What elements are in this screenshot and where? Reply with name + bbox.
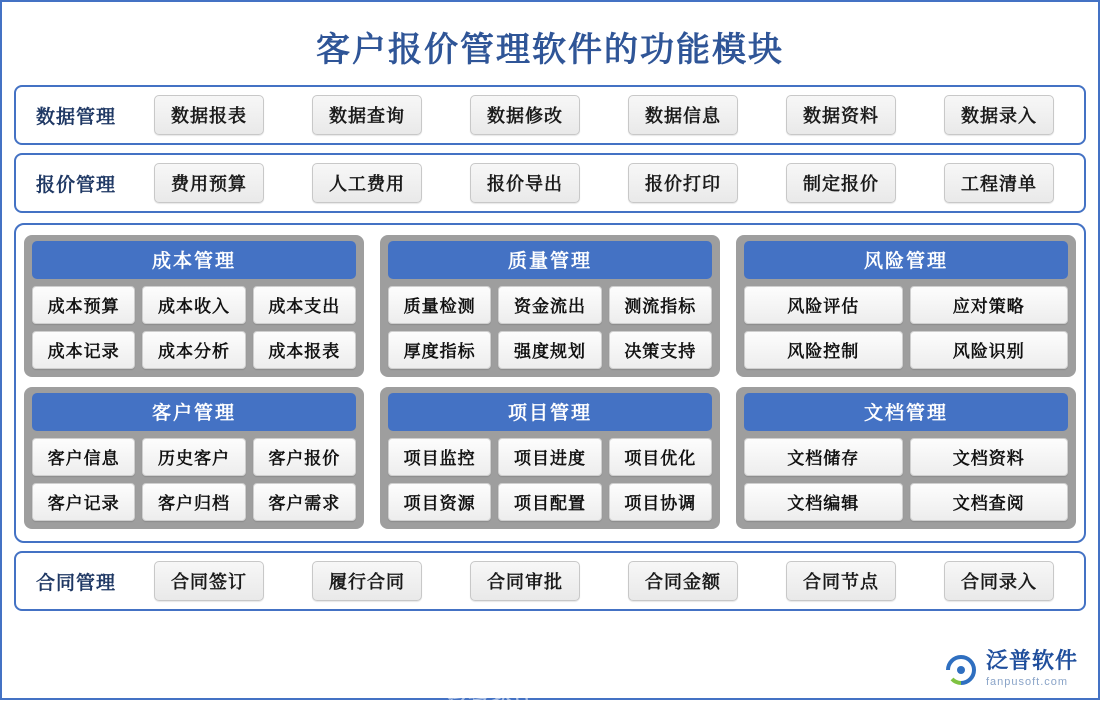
module-item[interactable]: 项目协调 [609, 483, 712, 521]
modules-grid [24, 235, 1076, 529]
module-item[interactable]: 文档储存 [744, 438, 903, 476]
module-row [388, 331, 712, 369]
band-label: 合同管理 [35, 572, 116, 594]
band-quotation-management [14, 153, 1086, 213]
module-item[interactable]: 成本分析 [142, 331, 245, 369]
band-items [130, 163, 1078, 203]
module-title: 项目管理 [388, 393, 712, 431]
module-item[interactable]: 成本收入 [142, 286, 245, 324]
module-item[interactable]: 风险识别 [910, 331, 1069, 369]
module-item[interactable]: 风险评估 [744, 286, 903, 324]
chip-item[interactable]: 履行合同 [312, 561, 422, 601]
chip-item[interactable]: 报价导出 [470, 163, 580, 203]
chip-item[interactable]: 费用预算 [154, 163, 264, 203]
brand-name: 泛普软件 [985, 648, 1078, 674]
band-label: 数据管理 [35, 106, 116, 128]
module-item[interactable]: 资金流出 [498, 286, 601, 324]
module-item[interactable]: 文档资料 [910, 438, 1069, 476]
module-item[interactable]: 厚度指标 [388, 331, 491, 369]
module-item[interactable]: 决策支持 [609, 331, 712, 369]
module-row [32, 438, 356, 476]
module-item[interactable]: 强度规划 [498, 331, 601, 369]
footer-logo [944, 649, 1078, 690]
module-row [744, 438, 1068, 476]
chip-item[interactable]: 工程清单 [944, 163, 1054, 203]
module-item[interactable]: 客户记录 [32, 483, 135, 521]
chip-item[interactable]: 制定报价 [786, 163, 896, 203]
module-row [388, 286, 712, 324]
module-row [32, 331, 356, 369]
module-item[interactable]: 历史客户 [142, 438, 245, 476]
module-item[interactable]: 项目优化 [609, 438, 712, 476]
module-item[interactable]: 文档查阅 [910, 483, 1069, 521]
chip-item[interactable]: 数据信息 [628, 95, 738, 135]
module-item[interactable]: 质量检测 [388, 286, 491, 324]
module-row [744, 286, 1068, 324]
chip-item[interactable]: 数据录入 [944, 95, 1054, 135]
chip-item[interactable]: 数据修改 [470, 95, 580, 135]
chip-item[interactable]: 报价打印 [628, 163, 738, 203]
chip-item[interactable]: 数据查询 [312, 95, 422, 135]
chip-item[interactable]: 数据报表 [154, 95, 264, 135]
module-title: 质量管理 [388, 241, 712, 279]
module-quality-management [380, 235, 720, 377]
module-row [388, 438, 712, 476]
chip-item[interactable]: 合同金额 [628, 561, 738, 601]
module-item[interactable]: 项目配置 [498, 483, 601, 521]
module-customer-management [24, 387, 364, 529]
brand-domain: fanpusoft.com [985, 676, 1069, 689]
chip-item[interactable]: 数据资料 [786, 95, 896, 135]
band-items [130, 95, 1078, 135]
module-row [32, 483, 356, 521]
module-document-management [736, 387, 1076, 529]
module-cost-management [24, 235, 364, 377]
module-item[interactable]: 成本预算 [32, 286, 135, 324]
module-item[interactable]: 客户信息 [32, 438, 135, 476]
module-item[interactable]: 成本记录 [32, 331, 135, 369]
band-items [130, 561, 1078, 601]
module-item[interactable]: 客户归档 [142, 483, 245, 521]
module-row [388, 483, 712, 521]
band-contract-management [14, 551, 1086, 611]
brand-text [986, 649, 1078, 690]
module-row [744, 331, 1068, 369]
module-item[interactable]: 项目进度 [498, 438, 601, 476]
module-item[interactable]: 客户需求 [253, 483, 356, 521]
module-item[interactable]: 测流指标 [609, 286, 712, 324]
chip-item[interactable]: 人工费用 [312, 163, 422, 203]
module-title: 成本管理 [32, 241, 356, 279]
chip-item[interactable]: 合同节点 [786, 561, 896, 601]
band-label: 报价管理 [35, 174, 116, 196]
module-title: 风险管理 [744, 241, 1068, 279]
module-item[interactable]: 文档编辑 [744, 483, 903, 521]
fanpu-logo-icon [944, 653, 978, 687]
module-item[interactable]: 项目资源 [388, 483, 491, 521]
module-row [32, 286, 356, 324]
module-item[interactable]: 成本支出 [253, 286, 356, 324]
module-item[interactable]: 客户报价 [253, 438, 356, 476]
module-row [744, 483, 1068, 521]
module-item[interactable]: 应对策略 [910, 286, 1069, 324]
module-item[interactable]: 项目监控 [388, 438, 491, 476]
chip-item[interactable]: 合同审批 [470, 561, 580, 601]
chip-item[interactable]: 合同签订 [154, 561, 264, 601]
module-title: 客户管理 [32, 393, 356, 431]
module-risk-management [736, 235, 1076, 377]
module-item[interactable]: 风险控制 [744, 331, 903, 369]
watermark: 泛普软件 [444, 677, 536, 715]
chip-item[interactable]: 合同录入 [944, 561, 1054, 601]
module-project-management [380, 387, 720, 529]
page-title: 客户报价管理软件的功能模块 [316, 32, 784, 69]
module-item[interactable]: 成本报表 [253, 331, 356, 369]
module-title: 文档管理 [744, 393, 1068, 431]
band-data-management [14, 85, 1086, 145]
